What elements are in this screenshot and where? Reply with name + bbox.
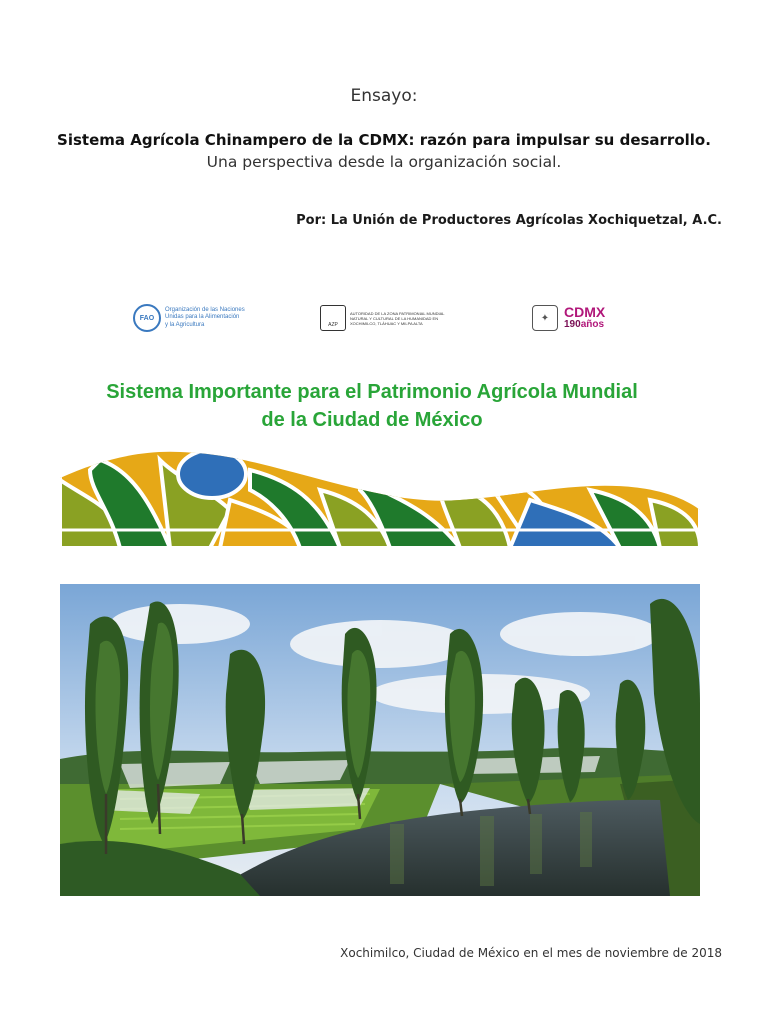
cdmx-logo-text [564, 305, 605, 331]
chinampa-mosaic-banner [60, 440, 700, 548]
authority-logo-text [350, 311, 460, 326]
giahs-heading-line-2: de la Ciudad de México [261, 409, 483, 431]
fao-logo-line: Unidas para la Alimentación [165, 314, 240, 321]
authority-emblem-icon: AZP [320, 305, 346, 331]
fao-emblem-icon: FAO [133, 304, 161, 332]
fao-logo-line: y la Agricultura [165, 321, 205, 328]
document-author: Por: La Unión de Productores Agrícolas Xochiquetzal, A.C. [296, 213, 722, 228]
chinampas-landscape-photo [60, 584, 700, 896]
fao-logo-line: Organización de las Naciones [165, 306, 245, 313]
giahs-heading-line-1: Sistema Importante para el Patrimonio Agrícola Mundial [106, 381, 638, 403]
authority-logo-line: NATURAL Y CULTURAL DE LA HUMANIDAD EN [350, 315, 439, 321]
cdmx-wordmark: CDMX [564, 304, 606, 320]
authority-logo-line: AUTORIDAD DE LA ZONA PATRIMONIAL MUNDIAL [350, 310, 445, 316]
document-eyebrow: Ensayo: [350, 86, 418, 106]
authority-logo [320, 300, 460, 336]
cdmx-anniversary [564, 319, 605, 331]
document-footer: Xochimilco, Ciudad de México en el mes de noviembre de 2018 [340, 946, 722, 960]
fao-logo-text [165, 307, 265, 330]
cdmx-logo [532, 300, 605, 336]
document-subtitle: Una perspectiva desde la organización social. [206, 153, 562, 171]
authority-logo-line: XOCHIMILCO, TLÁHUAC Y MILPA ALTA [350, 320, 423, 326]
cdmx-emblem-icon: ✦ [532, 305, 558, 331]
cdmx-years-word: años [580, 319, 605, 330]
fao-logo [133, 300, 265, 336]
document-title: Sistema Agrícola Chinampero de la CDMX: razón para impulsar su desarrollo. [57, 131, 711, 149]
cdmx-years-number: 190 [564, 319, 581, 330]
